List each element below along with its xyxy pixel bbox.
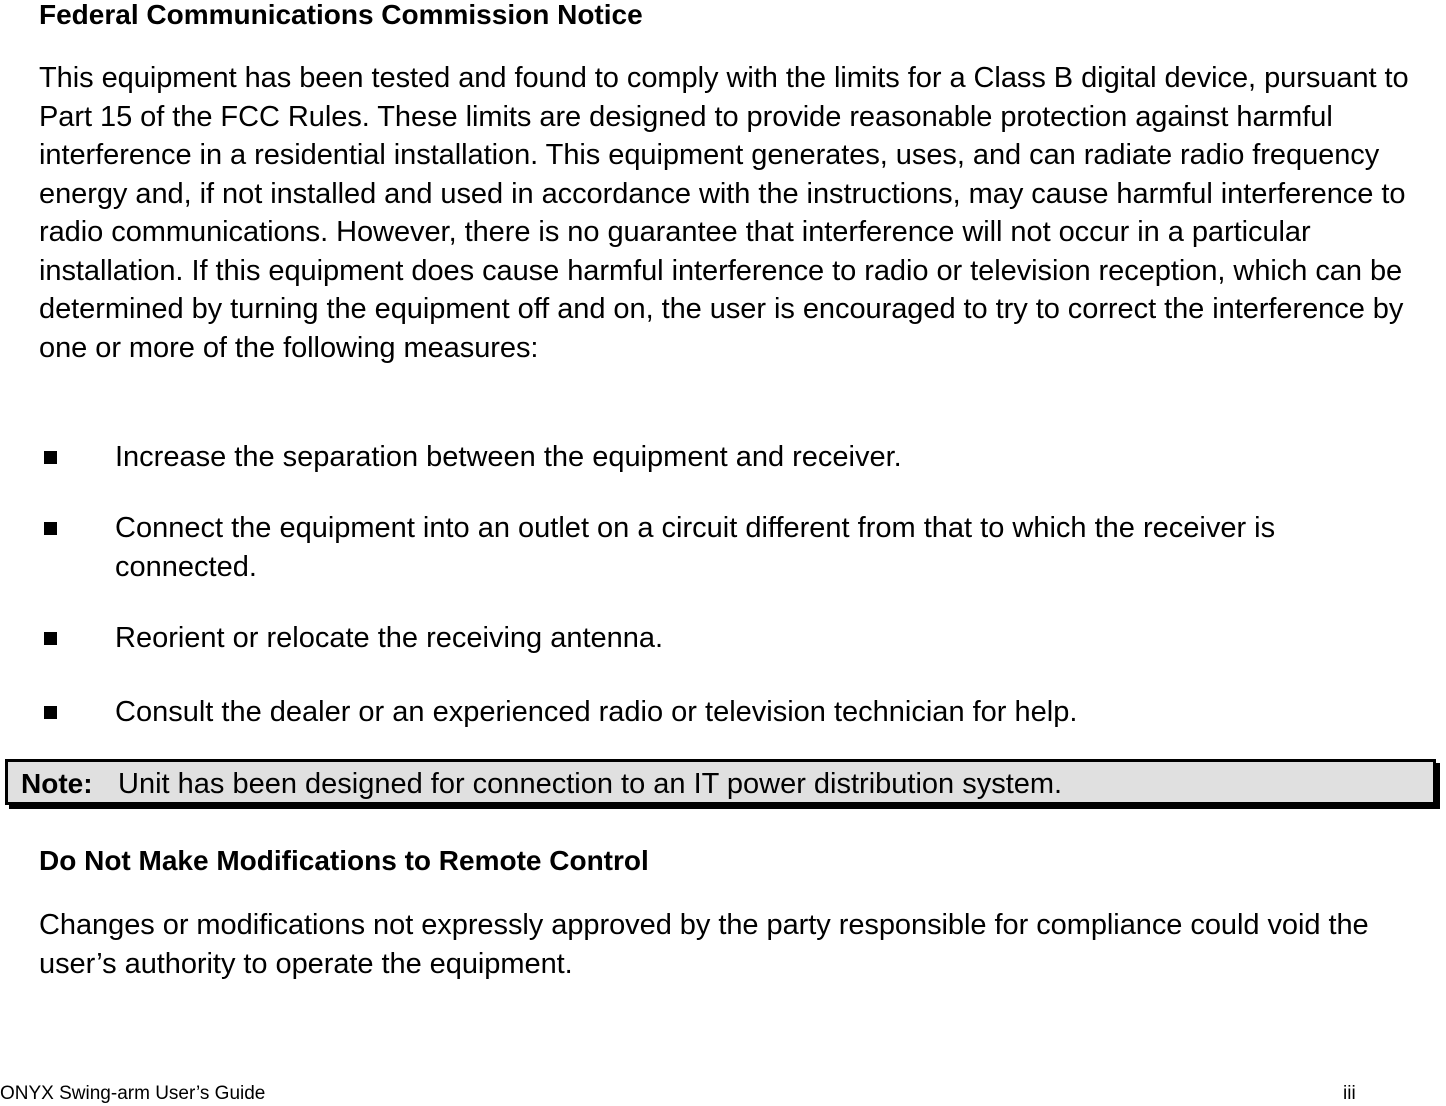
note-box	[5, 759, 1436, 805]
modifications-body: Changes or modifications not expressly approved by the party responsible for compliance could void the user’s authority to operate the equipment.	[39, 909, 1369, 980]
list-item-text: Connect the equipment into an outlet on a circuit different from that to which the receiver is connected.	[115, 512, 1276, 583]
note-text: Unit has been designed for connection to an IT power distribution system.	[118, 768, 1063, 800]
footer-page-number: iii	[1343, 1083, 1356, 1104]
square-bullet-icon	[44, 522, 57, 535]
square-bullet-icon	[44, 451, 57, 464]
list-item-text: Reorient or relocate the receiving antenna.	[115, 622, 664, 654]
fcc-notice-body: This equipment has been tested and found to comply with the limits for a Class B digital device, pursuant to Part 15 of the FCC Rules. These limits are designed to provide reasonable protection against harmful interference in a residential installation. This equipment generates, uses, and can radiate radio frequency energy and, if not installed and used in accordance with the instructions, may cause harmful interference to radio communications. However, there is no guarantee that interference will not occur in a particular installation. If this equipment does cause harmful interference to radio or television reception, which can be determined by turning the equipment off and on, the user is encouraged to try to correct the interference by one or more of the following measures:	[39, 62, 1409, 364]
modifications-heading: Do Not Make Modifications to Remote Control	[39, 845, 649, 876]
footer-document-title: ONYX Swing-arm User’s Guide	[0, 1083, 266, 1104]
square-bullet-icon	[44, 632, 57, 645]
list-item-text: Increase the separation between the equipment and receiver.	[115, 441, 902, 473]
list-item-text: Consult the dealer or an experienced radio or television technician for help.	[115, 696, 1078, 728]
square-bullet-icon	[44, 706, 57, 719]
fcc-notice-heading: Federal Communications Commission Notice	[39, 0, 643, 30]
note-label: Note:	[21, 768, 93, 799]
